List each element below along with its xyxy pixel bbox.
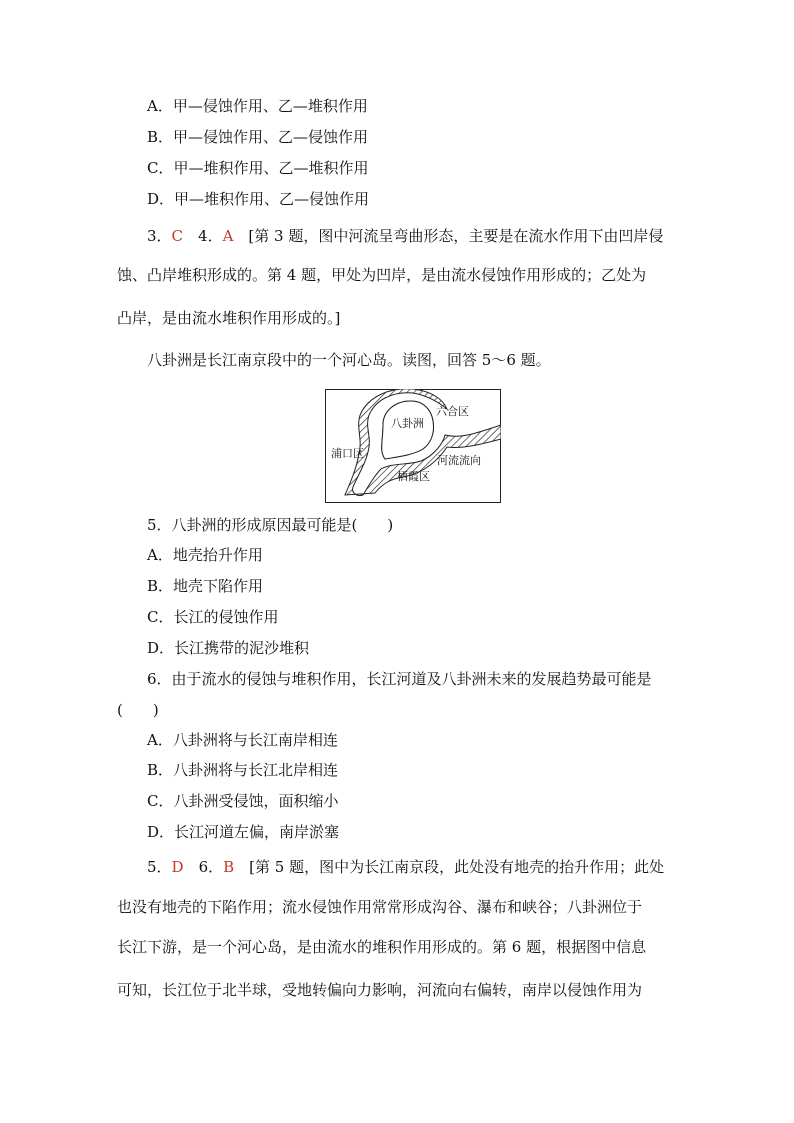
question-6-stem-line-2: ( ) bbox=[117, 701, 159, 719]
answer-5-value: D bbox=[171, 858, 184, 876]
answer-5-6-line-1 bbox=[147, 857, 664, 877]
explanation-text: [第 3 题，图中河流呈弯曲形态，主要是在流水作用下由凹岸侵 bbox=[233, 227, 664, 245]
answer-6-number: 6． bbox=[183, 858, 224, 876]
question-6-stem-line-1: 6．由于流水的侵蚀与堆积作用，长江河道及八卦洲未来的发展趋势最可能是 bbox=[147, 670, 652, 688]
answer-3-value: C bbox=[171, 227, 184, 245]
answer-5-6-line-3: 长江下游，是一个河心岛，是由流水的堆积作用形成的。第 6 题，根据图中信息 bbox=[117, 938, 647, 956]
answer-3-4-line-2: 蚀、凸岸堆积形成的。第 4 题，甲处为凹岸，是由流水侵蚀作用形成的；乙处为 bbox=[117, 266, 647, 284]
q6-option-c: C．八卦洲受侵蚀，面积缩小 bbox=[147, 792, 339, 810]
answer-5-6-line-2: 也没有地壳的下陷作用；流水侵蚀作用常常形成沟谷、瀑布和峡谷；八卦洲位于 bbox=[117, 898, 643, 916]
q5-option-a: A．地壳抬升作用 bbox=[147, 546, 263, 564]
label-pukou: 浦口区 bbox=[331, 447, 364, 460]
answer-3-4-line-1 bbox=[147, 226, 663, 246]
material-intro: 八卦洲是长江南京段中的一个河心岛。读图，回答 5～6 题。 bbox=[147, 351, 551, 369]
label-luhe: 六合区 bbox=[436, 405, 469, 418]
q6-option-d: D．长江河道左偏，南岸淤塞 bbox=[147, 823, 340, 841]
q5-option-b: B．地壳下陷作用 bbox=[147, 577, 264, 595]
question-5-stem: 5．八卦洲的形成原因最可能是( ) bbox=[147, 516, 394, 534]
option-a-prev: A．甲—侵蚀作用、乙—堆积作用 bbox=[147, 97, 368, 115]
answer-5-number: 5． bbox=[147, 858, 172, 876]
option-c-prev: C．甲—堆积作用、乙—堆积作用 bbox=[147, 159, 369, 177]
q5-option-c: C．长江的侵蚀作用 bbox=[147, 608, 279, 626]
answer-3-4-line-3: 凸岸，是由流水堆积作用形成的。] bbox=[117, 309, 341, 327]
label-flow-direction: 河流流向 bbox=[437, 454, 481, 467]
label-baguazhou: 八卦洲 bbox=[391, 417, 424, 430]
q6-option-a: A．八卦洲将与长江南岸相连 bbox=[147, 731, 338, 749]
answer-6-value: B bbox=[223, 858, 235, 876]
baguazhou-map bbox=[325, 389, 501, 503]
answer-5-6-line-4: 可知，长江位于北半球，受地转偏向力影响，河流向右偏转，南岸以侵蚀作用为 bbox=[117, 981, 643, 999]
answer-3-number: 3． bbox=[147, 227, 172, 245]
option-d-prev: D．甲—堆积作用、乙—侵蚀作用 bbox=[147, 190, 370, 208]
q5-option-d: D．长江携带的泥沙堆积 bbox=[147, 639, 310, 657]
answer-4-number: 4． bbox=[183, 227, 223, 245]
label-qixia: 栖霞区 bbox=[397, 470, 430, 483]
q6-option-b: B．八卦洲将与长江北岸相连 bbox=[147, 761, 339, 779]
option-b-prev: B．甲—侵蚀作用、乙—侵蚀作用 bbox=[147, 128, 369, 146]
explanation-text: [第 5 题，图中为长江南京段，此处没有地壳的抬升作用；此处 bbox=[234, 858, 665, 876]
answer-4-value: A bbox=[222, 227, 234, 245]
